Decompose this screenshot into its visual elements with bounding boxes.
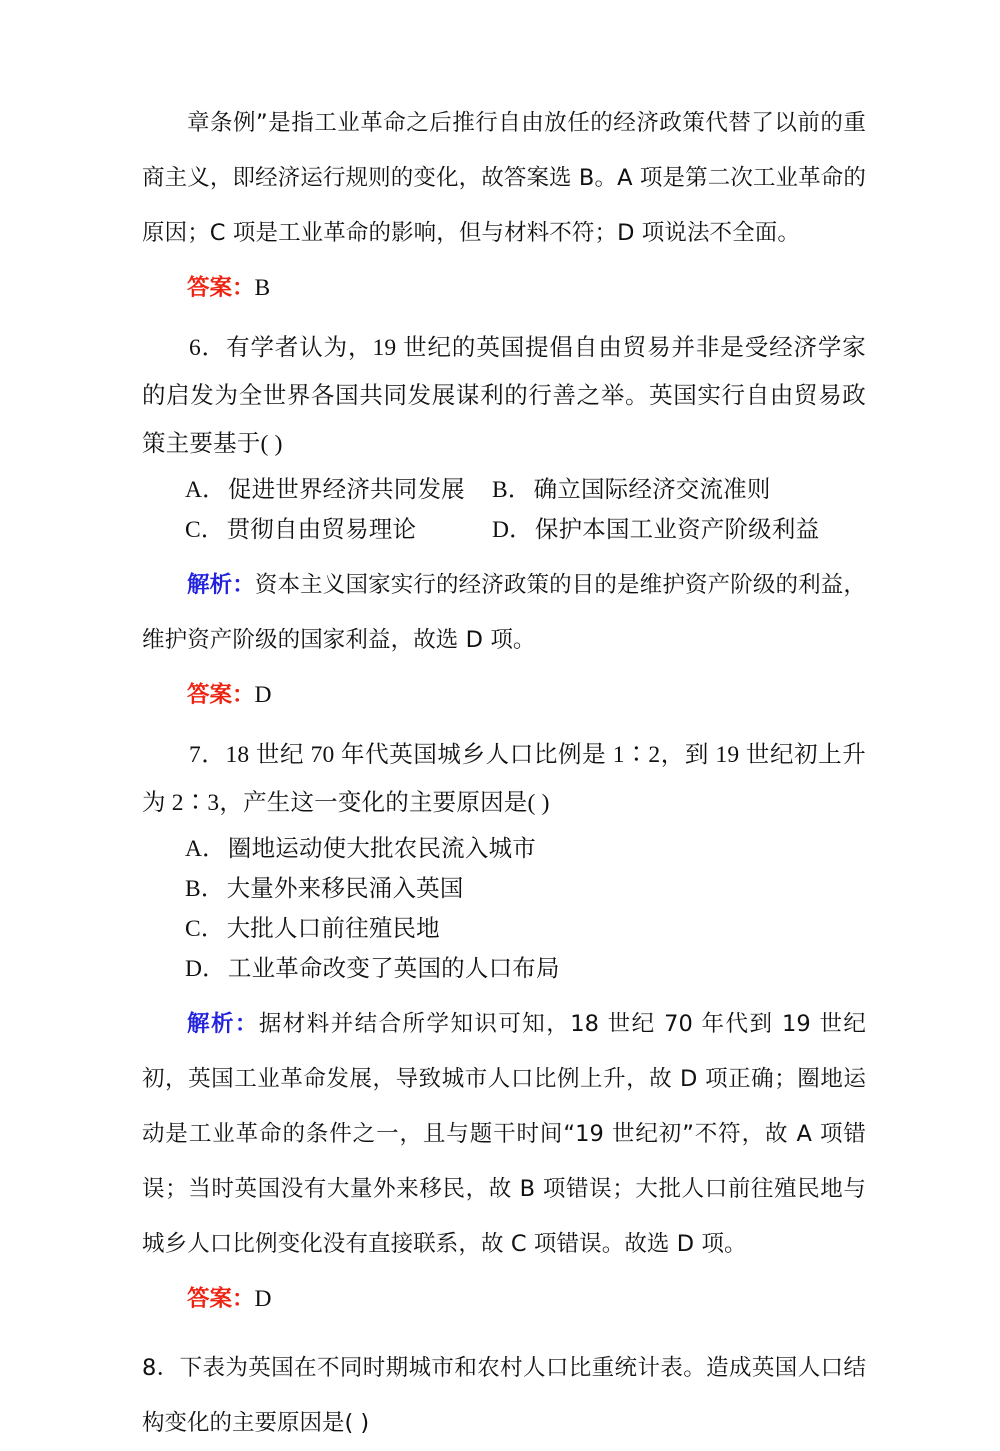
option-letter: B． [492,477,532,503]
page-content-column [142,96,866,1451]
option-text: 贯彻自由贸易理论 [226,517,417,543]
carryover-analysis-text: 章条例”是指工业革命之后推行自由放任的经济政策代替了以前的重商主义，即经济运行规则的变化，故答案选 B。A 项是第二次工业革命的原因；C 项是工业革命的影响，但与材料不符；D 项说法不全面。 [142,110,866,246]
answer-label: 答案： [187,275,255,301]
option-text: 圈地运动使大批农民流入城市 [227,836,536,862]
question-8-stem [142,1341,866,1451]
question-8-number: 8． [142,1355,180,1381]
answer-value: D [254,1286,272,1312]
question-7-option-a[interactable] [142,829,866,869]
question-7-analysis [142,997,866,1272]
question-6-analysis [142,558,866,668]
answer-label: 答案： [187,682,255,708]
question-7-answer-line [142,1272,866,1327]
question-7-option-b[interactable] [142,869,866,909]
answer-value: D [254,682,272,708]
question-7-option-c[interactable] [142,909,866,949]
spacer [142,989,866,997]
question-7-stem-text: 18 世纪 70 年代英国城乡人口比例是 1∶2，到 19 世纪初上升为 2∶3，产生这一变化的主要原因是( ) [142,742,866,816]
question-6-option-c[interactable] [142,510,492,550]
analysis-label: 解析： [187,1011,259,1037]
question-8-stem-text: 下表为英国在不同时期城市和农村人口比重统计表。造成英国人口结构变化的主要原因是( ) [142,1355,866,1436]
analysis-label: 解析： [187,572,255,598]
analysis-text: 资本主义国家实行的经济政策的目的是维护资产阶级的利益，维护资产阶级的国家利益，故选 D 项。 [142,572,866,653]
analysis-text: 据材料并结合所学知识可知，18 世纪 70 年代到 19 世纪初，英国工业革命发展，导致城市人口比例上升，故 D 项正确；圈地运动是工业革命的条件之一，且与题干时间“19 世纪初”不符，故 A 项错误；当时英国没有大量外来移民，故 B 项错误；大批人口前往殖民地与城乡人口比例变化没有直接联系，故 C 项错误。故选 D 项。 [142,1011,866,1257]
question-6-stem-text: 有学者认为，19 世纪的英国提倡自由贸易并非是受经济学家的启发为全世界各国共同发展谋利的行善之举。英国实行自由贸易政策主要基于( ) [142,335,866,457]
option-letter: C． [185,916,225,942]
question-6-stem [142,324,866,468]
option-text: 大批人口前往殖民地 [226,916,440,942]
section-spacer [142,723,866,731]
option-text: 工业革命改变了英国的人口布局 [227,956,560,982]
option-text: 促进世界经济共同发展 [227,477,465,503]
section-spacer [142,316,866,324]
option-text: 保护本国工业资产阶级利益 [534,517,820,543]
option-letter: B． [185,876,225,902]
option-letter: D． [185,956,226,982]
answer-label: 答案： [187,1286,255,1312]
question-7-options [142,829,866,989]
question-7-stem [142,731,866,827]
question-7-option-d[interactable] [142,949,866,989]
question-8-block [142,1341,866,1451]
option-letter: A． [185,836,226,862]
carryover-answer-line [142,261,866,316]
question-6-option-row-2 [142,510,866,550]
spacer [142,550,866,558]
option-letter: C． [185,517,225,543]
option-text: 大量外来移民涌入英国 [226,876,464,902]
question-6-options [142,470,866,550]
question-6-option-b[interactable] [492,470,771,510]
question-7-block [142,731,866,1327]
option-text: 确立国际经济交流准则 [533,477,771,503]
question-7-number: 7． [189,742,226,768]
option-letter: A． [185,477,226,503]
question-6-number: 6． [189,335,227,361]
question-6-option-a[interactable] [142,470,492,510]
question-6-block [142,324,866,723]
question-6-answer-line [142,668,866,723]
question-6-option-row-1 [142,470,866,510]
question-6-option-d[interactable] [492,510,819,550]
section-spacer [142,1327,866,1341]
option-letter: D． [492,517,533,543]
answer-value: B [254,275,271,301]
